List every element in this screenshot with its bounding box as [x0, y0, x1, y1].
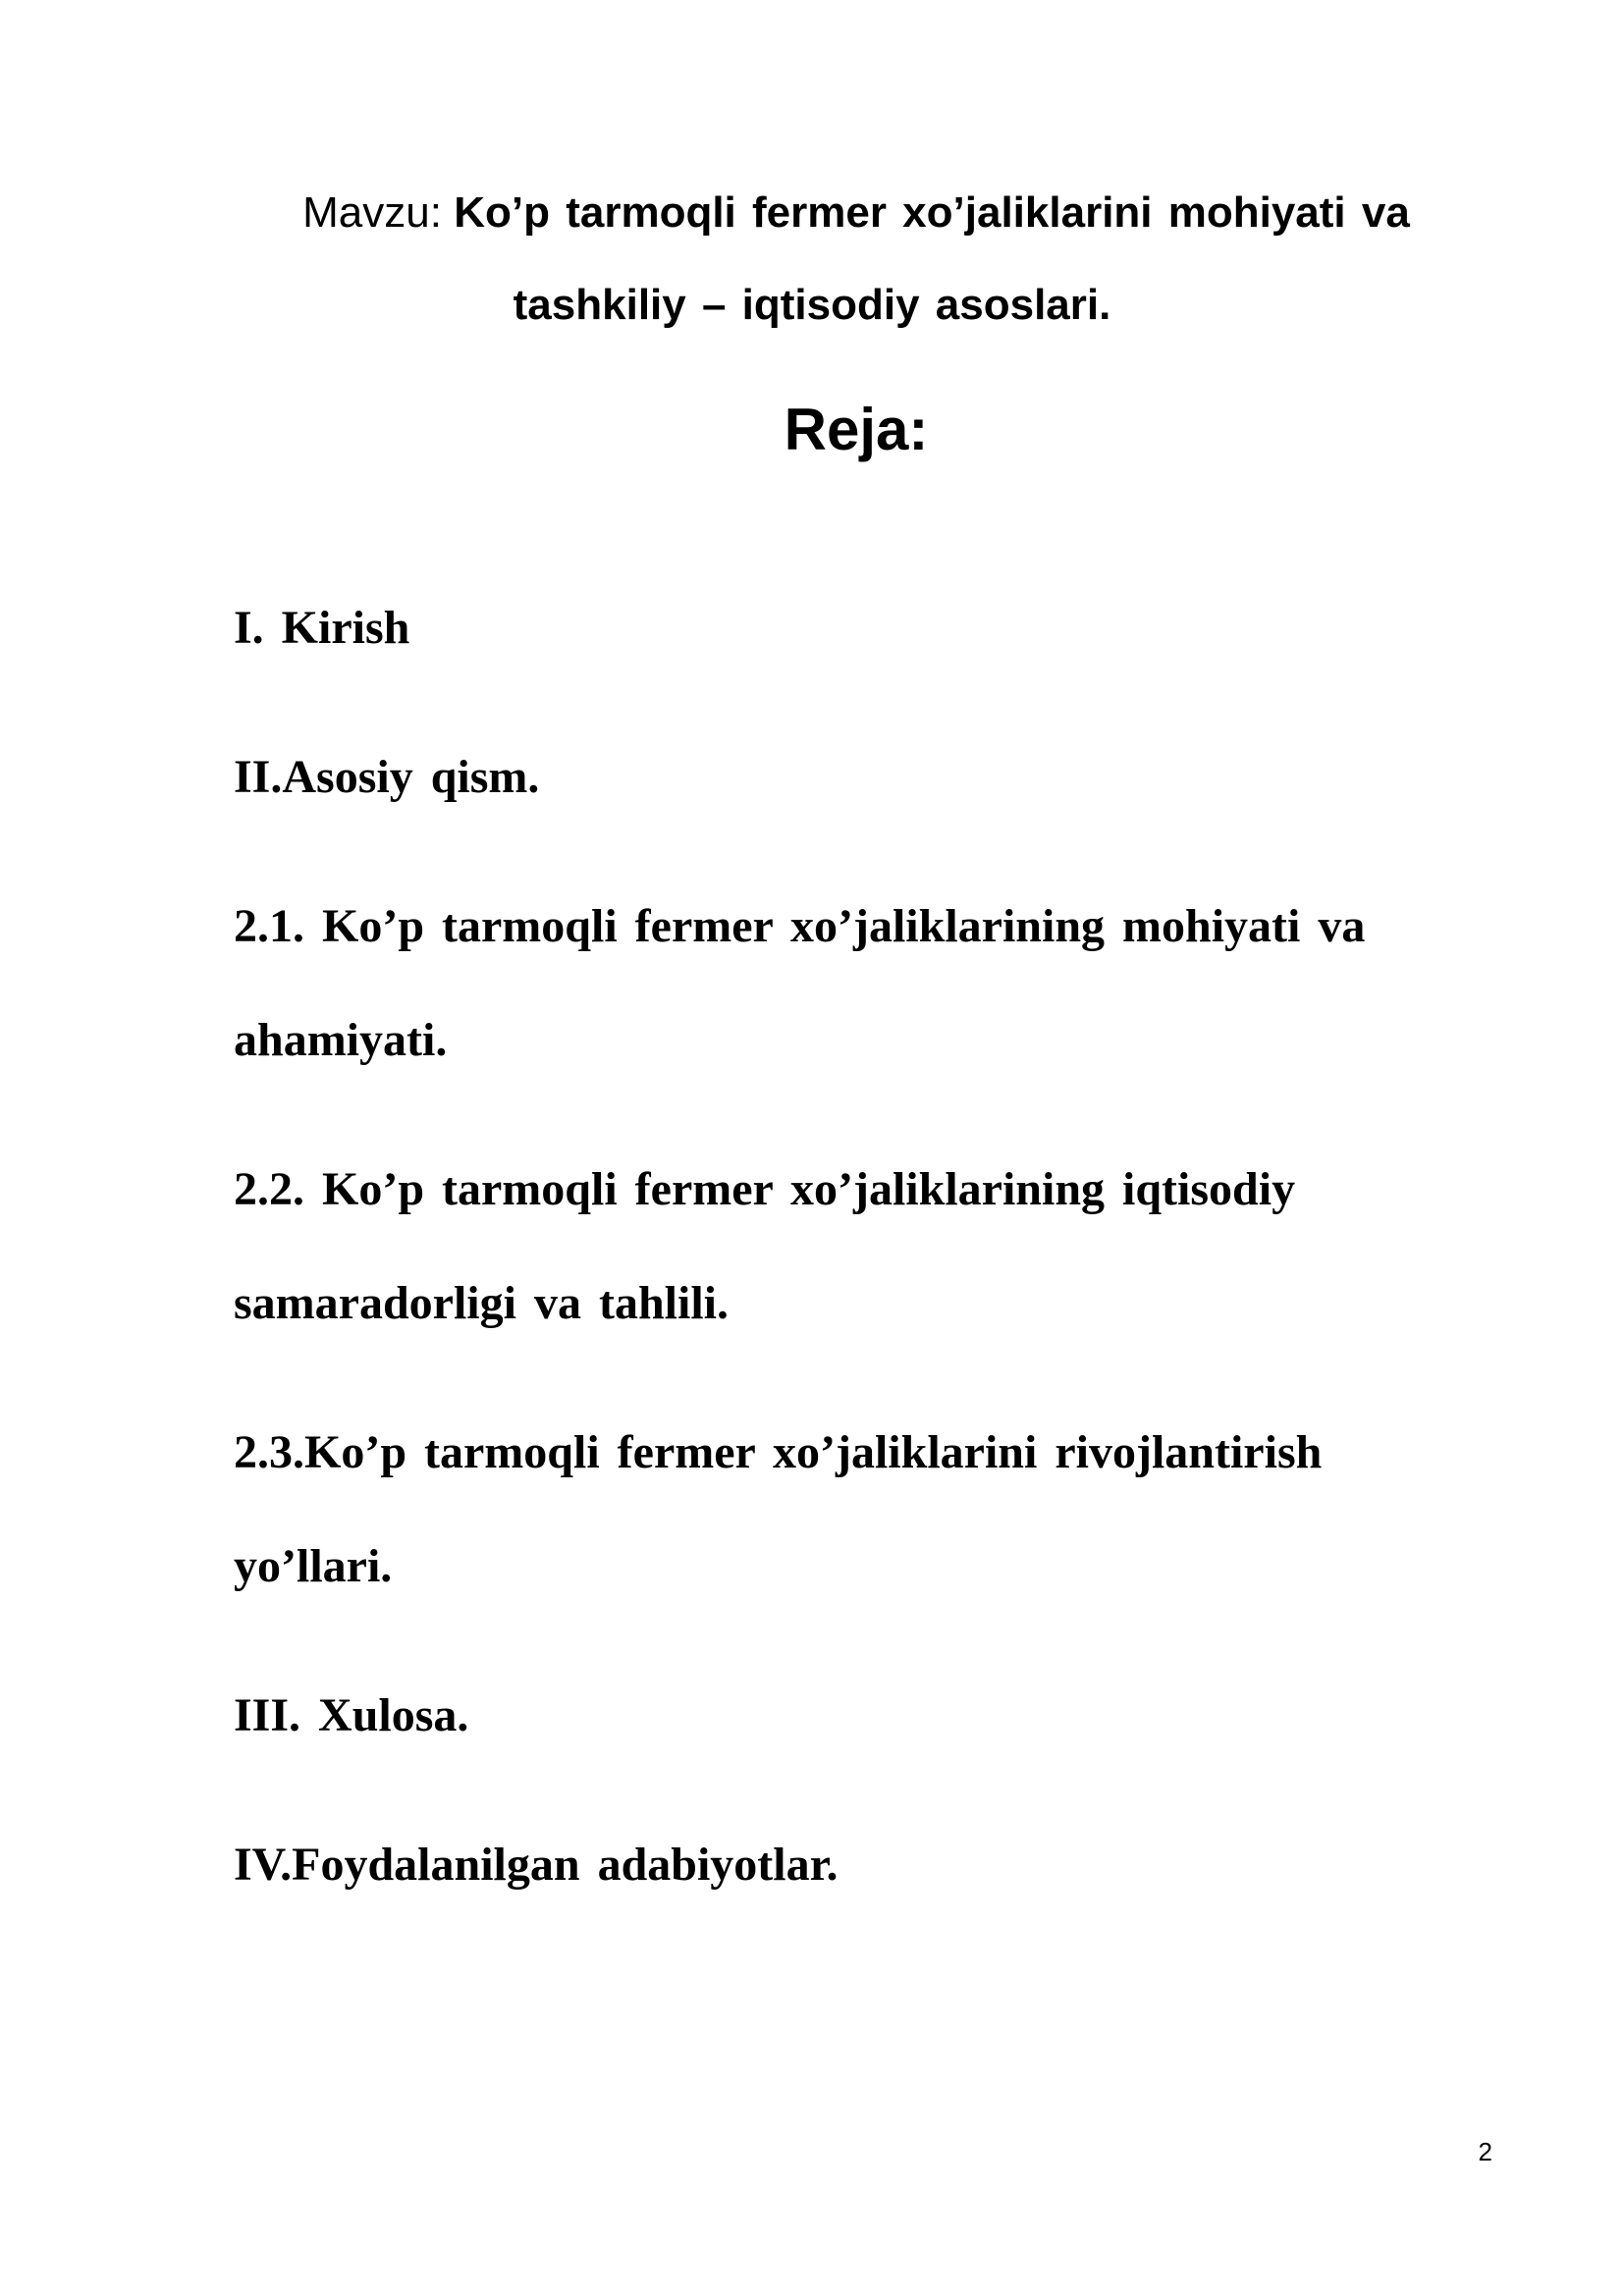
plan-item-text: III. Xulosa. — [234, 1689, 469, 1741]
plan-item-text: 2.3.Ko’p tarmoqli fermer xo’jaliklarini rivojlantirish — [234, 1426, 1323, 1478]
plan-item-text: I. Kirish — [234, 602, 410, 654]
plan-item-text-continued: samaradorligi va tahlili. — [234, 1277, 729, 1329]
plan-item-text-continued: yo’llari. — [234, 1540, 393, 1592]
plan-item-section-2-2 — [234, 1133, 1441, 1361]
plan-item-text: 2.1. Ko’p tarmoqli fermer xo’jaliklarining mohiyati va — [234, 900, 1366, 952]
plan-item-text: II.Asosiy qism. — [234, 751, 540, 803]
plan-item-references — [234, 1808, 1441, 1922]
title-text-line-2: tashkiliy – iqtisodiy asoslari. — [513, 281, 1111, 329]
plan-heading: Reja: — [784, 397, 929, 462]
plan-item-text-continued: ahamiyati. — [234, 1014, 448, 1066]
plan-item-text: IV.Foydalanilgan adabiyotlar. — [234, 1839, 839, 1891]
page-number: 2 — [1478, 2137, 1492, 2166]
plan-item-conclusion — [234, 1659, 1441, 1773]
title-line-2 — [0, 259, 1624, 351]
plan-item-introduction — [234, 571, 1441, 685]
plan-item-text: 2.2. Ko’p tarmoqli fermer xo’jaliklarining iqtisodiy — [234, 1163, 1296, 1215]
title-line-1 — [0, 167, 1624, 259]
plan-item-section-2-1 — [234, 870, 1441, 1097]
plan-list — [234, 571, 1441, 1955]
plan-item-main-part — [234, 721, 1441, 834]
title-text-line-1: Ko’p tarmoqli fermer xo’jaliklarini mohiyati va — [454, 188, 1410, 237]
document-title — [0, 167, 1624, 351]
plan-item-section-2-3 — [234, 1396, 1441, 1624]
title-prefix: Mavzu: — [302, 188, 442, 237]
